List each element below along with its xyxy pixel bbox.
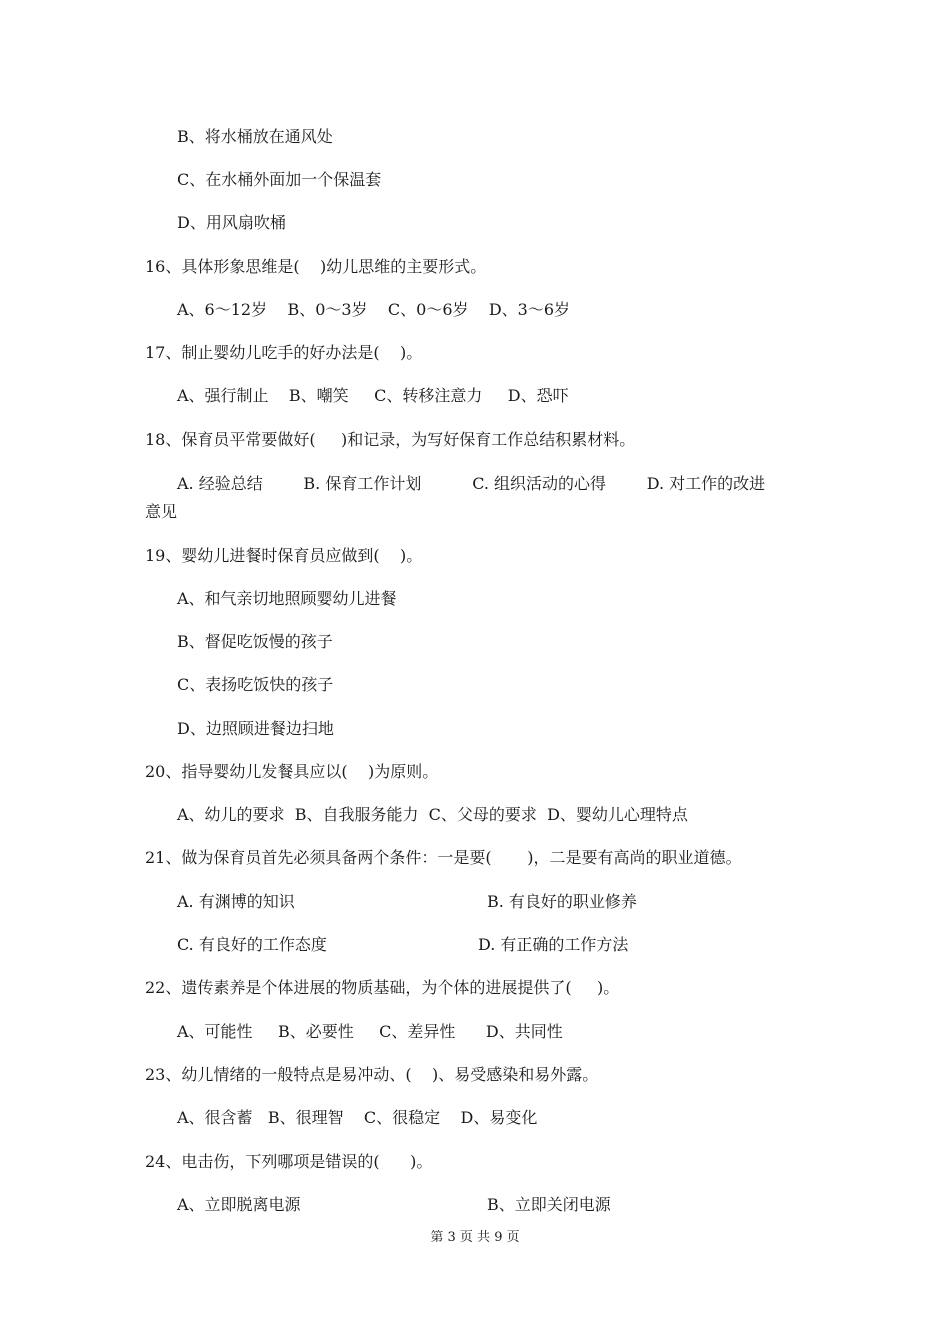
options-20: A、幼儿的要求 B、自我服务能力 C、父母的要求 D、婴幼儿心理特点: [177, 805, 688, 824]
option-line: D、用风扇吹桶: [177, 213, 286, 232]
option-a-24: A、立即脱离电源: [177, 1195, 301, 1214]
option-a-21: A. 有渊博的知识: [177, 892, 295, 911]
option-line: C、表扬吃饭快的孩子: [177, 675, 334, 694]
question-20: 20、指导婴幼儿发餐具应以( )为原则。: [145, 762, 439, 781]
question-18: 18、保育员平常要做好( )和记录，为写好保育工作总结积累材料。: [145, 430, 636, 449]
options-18-wrap: 意见: [145, 502, 178, 521]
option-line: D、边照顾进餐边扫地: [177, 719, 334, 738]
question-23: 23、幼儿情绪的一般特点是易冲动、( )、易受感染和易外露。: [145, 1065, 599, 1084]
options-23: A、很含蓄 B、很理智 C、很稳定 D、易变化: [177, 1108, 538, 1127]
question-22: 22、遗传素养是个体进展的物质基础，为个体的进展提供了( )。: [145, 978, 620, 997]
option-b-24: B、立即关闭电源: [487, 1195, 611, 1214]
option-d-21: D. 有正确的工作方法: [478, 935, 629, 954]
question-21: 21、做为保育员首先必须具备两个条件：一是要( )，二是要有高尚的职业道德。: [145, 848, 742, 867]
option-line: A、和气亲切地照顾婴幼儿进餐: [177, 589, 397, 608]
question-16: 16、具体形象思维是( )幼儿思维的主要形式。: [145, 257, 487, 276]
option-line: B、督促吃饭慢的孩子: [177, 632, 333, 651]
options-22: A、可能性 B、必要性 C、差异性 D、共同性: [177, 1022, 563, 1041]
question-19: 19、婴幼儿进餐时保育员应做到( )。: [145, 546, 423, 565]
option-c-21: C. 有良好的工作态度: [177, 935, 327, 954]
options-18: A. 经验总结 B. 保育工作计划 C. 组织活动的心得 D. 对工作的改进: [177, 474, 766, 493]
option-line: C、在水桶外面加一个保温套: [177, 170, 382, 189]
option-b-21: B. 有良好的职业修养: [487, 892, 637, 911]
question-17: 17、制止婴幼儿吃手的好办法是( )。: [145, 343, 423, 362]
options-16: A、6～12岁 B、0～3岁 C、0～6岁 D、3～6岁: [177, 300, 571, 319]
question-24: 24、电击伤，下列哪项是错误的( )。: [145, 1152, 433, 1171]
option-line: B、将水桶放在通风处: [177, 127, 333, 146]
options-17: A、强行制止 B、嘲笑 C、转移注意力 D、恐吓: [177, 386, 569, 405]
page-footer: 第 3 页 共 9 页: [430, 1230, 520, 1245]
